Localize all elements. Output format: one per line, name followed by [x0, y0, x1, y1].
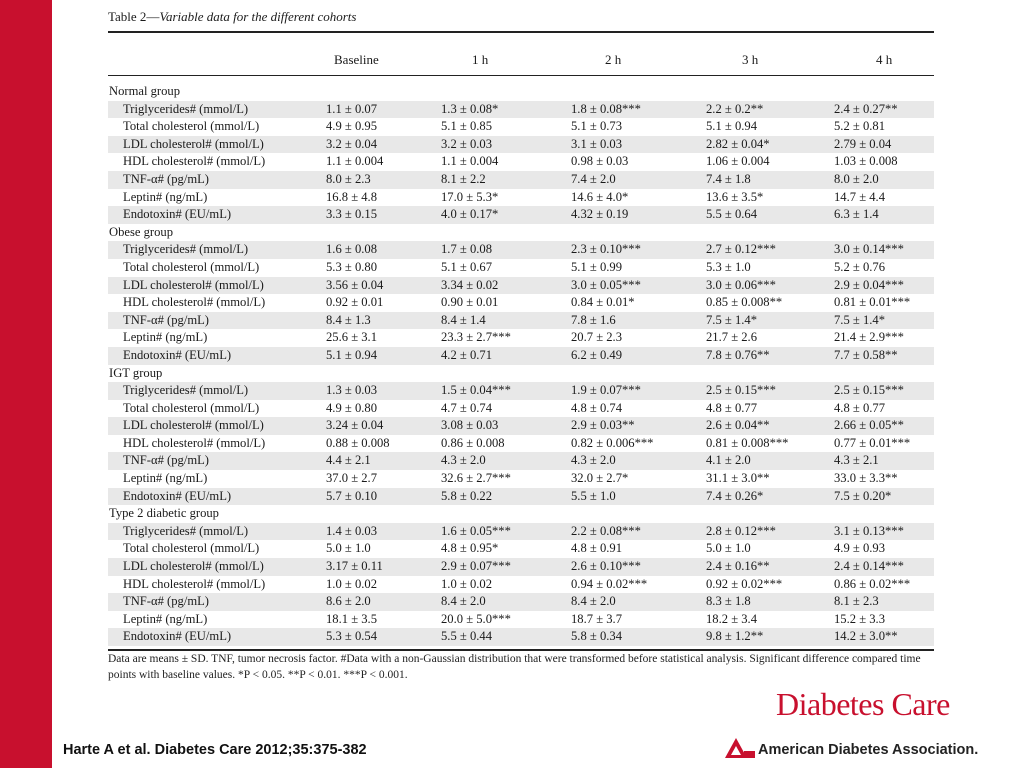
cell-value: 0.90 ± 0.01	[441, 295, 499, 310]
cell-value: 4.8 ± 0.77	[834, 400, 885, 415]
cell-value: 1.0 ± 0.02	[441, 576, 492, 591]
table-row	[108, 241, 934, 259]
cell-value: 5.7 ± 0.10	[326, 488, 441, 506]
table-row	[108, 277, 934, 295]
cell-value: 3.2 ± 0.03	[441, 136, 571, 154]
cell-value: 1.7 ± 0.08	[441, 241, 571, 259]
cell-value: 7.5 ± 0.20*	[834, 488, 934, 506]
row-label: Total cholesterol (mmol/L)	[123, 259, 260, 274]
cell-value: 2.9 ± 0.04***	[834, 277, 934, 295]
cell-value: 4.9 ± 0.95	[326, 119, 377, 134]
cell-value: 8.6 ± 2.0	[326, 593, 441, 611]
cell-value: 6.2 ± 0.49	[571, 347, 706, 365]
row-label: Total cholesterol (mmol/L)	[123, 541, 260, 556]
table-row	[108, 417, 934, 435]
table-row	[108, 400, 934, 418]
cell-value: 16.8 ± 4.8	[326, 189, 377, 204]
cell-value: 4.0 ± 0.17*	[441, 206, 571, 224]
table-row	[108, 523, 934, 541]
cell-value: 3.0 ± 0.05***	[571, 277, 706, 295]
cell-value: 3.1 ± 0.03	[571, 136, 706, 154]
cell-value: 4.4 ± 2.1	[326, 452, 441, 470]
cell-value: 5.1 ± 0.94	[326, 347, 441, 365]
cell-value: 8.4 ± 2.0	[441, 593, 571, 611]
row-label: LDL cholesterol# (mmol/L)	[108, 558, 326, 576]
cell-value: 1.3 ± 0.08*	[441, 101, 571, 119]
table-row	[108, 136, 934, 154]
cell-value: 20.0 ± 5.0***	[441, 611, 511, 626]
cell-value: 1.06 ± 0.004	[706, 154, 770, 169]
bottom-rule	[108, 649, 934, 651]
cell-value: 13.6 ± 3.5*	[706, 189, 764, 204]
row-label: Endotoxin# (EU/mL)	[108, 347, 326, 365]
ada-name: American Diabetes Association.	[758, 742, 979, 758]
row-label: HDL cholesterol# (mmol/L)	[123, 154, 266, 169]
cell-value: 5.2 ± 0.76	[834, 259, 885, 274]
table-row	[108, 347, 934, 365]
row-label: HDL cholesterol# (mmol/L)	[123, 576, 266, 591]
table-row	[108, 312, 934, 330]
cell-value: 3.17 ± 0.11	[326, 558, 441, 576]
cell-value: 4.8 ± 0.95*	[441, 541, 499, 556]
table-row	[108, 435, 934, 453]
journal-logo: Diabetes Care	[776, 686, 950, 722]
cell-value: 5.5 ± 0.44	[441, 628, 571, 646]
cell-value: 4.7 ± 0.74	[441, 400, 492, 415]
cell-value: 3.56 ± 0.04	[326, 277, 441, 295]
cell-value: 1.1 ± 0.07	[326, 101, 441, 119]
row-label: Triglycerides# (mmol/L)	[108, 241, 326, 259]
cell-value: 5.3 ± 1.0	[706, 259, 751, 274]
table-row	[108, 329, 934, 347]
group-name: Normal group	[109, 84, 180, 98]
group-name: Type 2 diabetic group	[109, 506, 219, 521]
cell-value: 2.66 ± 0.05**	[834, 417, 934, 435]
cell-value: 21.4 ± 2.9***	[834, 330, 904, 345]
row-label: Total cholesterol (mmol/L)	[123, 400, 260, 415]
row-label: Endotoxin# (EU/mL)	[108, 206, 326, 224]
cell-value: 1.3 ± 0.03	[326, 382, 441, 400]
cell-value: 3.2 ± 0.04	[326, 136, 441, 154]
table-row	[108, 576, 934, 594]
cell-value: 7.4 ± 0.26*	[706, 488, 834, 506]
row-label: LDL cholesterol# (mmol/L)	[108, 417, 326, 435]
cell-value: 2.3 ± 0.10***	[571, 241, 706, 259]
cell-value: 2.4 ± 0.16**	[706, 558, 834, 576]
cell-value: 0.81 ± 0.01***	[834, 295, 911, 310]
cell-value: 1.0 ± 0.02	[326, 576, 377, 591]
row-label: LDL cholesterol# (mmol/L)	[108, 277, 326, 295]
red-sidebar-bar	[0, 0, 52, 768]
cell-value: 4.3 ± 2.0	[571, 452, 706, 470]
cell-value: 5.0 ± 1.0	[706, 541, 751, 556]
table-row	[108, 382, 934, 400]
cell-value: 7.8 ± 0.76**	[706, 347, 834, 365]
table-row	[108, 153, 934, 171]
cell-value: 8.4 ± 1.4	[441, 312, 571, 330]
row-label: Triglycerides# (mmol/L)	[108, 382, 326, 400]
cell-value: 3.0 ± 0.14***	[834, 241, 934, 259]
row-label: TNF-α# (pg/mL)	[108, 171, 326, 189]
cell-value: 8.4 ± 1.3	[326, 312, 441, 330]
cell-value: 3.34 ± 0.02	[441, 277, 571, 295]
cell-value: 2.9 ± 0.07***	[441, 558, 571, 576]
row-label: Endotoxin# (EU/mL)	[108, 628, 326, 646]
cell-value: 14.7 ± 4.4	[834, 189, 885, 204]
group-header-row	[108, 224, 934, 242]
table-row	[108, 452, 934, 470]
cell-value: 2.6 ± 0.10***	[571, 558, 706, 576]
row-label: Triglycerides# (mmol/L)	[108, 101, 326, 119]
cell-value: 1.4 ± 0.03	[326, 523, 441, 541]
cell-value: 1.6 ± 0.08	[326, 241, 441, 259]
cell-value: 8.0 ± 2.3	[326, 171, 441, 189]
table-row	[108, 611, 934, 629]
table-row	[108, 294, 934, 312]
column-header-baseline: Baseline	[334, 52, 379, 67]
cell-value: 7.7 ± 0.58**	[834, 347, 934, 365]
cell-value: 3.24 ± 0.04	[326, 417, 441, 435]
group-header-row	[108, 365, 934, 383]
cell-value: 2.7 ± 0.12***	[706, 241, 834, 259]
cell-value: 2.6 ± 0.04**	[706, 417, 834, 435]
cell-value: 4.1 ± 2.0	[706, 452, 834, 470]
row-label: Total cholesterol (mmol/L)	[123, 119, 260, 134]
column-header-4h: 4 h	[876, 52, 893, 67]
cell-value: 1.6 ± 0.05***	[441, 523, 571, 541]
row-label: TNF-α# (pg/mL)	[108, 452, 326, 470]
table-row	[108, 558, 934, 576]
table-row	[108, 540, 934, 558]
row-label: Leptin# (ng/mL)	[123, 471, 208, 486]
cell-value: 33.0 ± 3.3**	[834, 471, 898, 486]
cell-value: 32.0 ± 2.7*	[571, 471, 629, 486]
cell-value: 4.8 ± 0.74	[571, 400, 622, 415]
cell-value: 2.79 ± 0.04	[834, 136, 934, 154]
cell-value: 15.2 ± 3.3	[834, 611, 885, 626]
cell-value: 4.8 ± 0.77	[706, 400, 757, 415]
cell-value: 1.8 ± 0.08***	[571, 101, 706, 119]
cell-value: 37.0 ± 2.7	[326, 471, 377, 486]
cell-value: 7.5 ± 1.4*	[706, 312, 834, 330]
table-footnote: Data are means ± SD. TNF, tumor necrosis factor. #Data with a non-Gaussian distribution that were transformed before statistical analysis. Significant difference compared time points with baseline values. *P < 0.05. **P < 0.01. ***P < 0.001.	[108, 653, 921, 681]
cell-value: 8.0 ± 2.0	[834, 171, 934, 189]
cell-value: 7.4 ± 2.0	[571, 171, 706, 189]
cell-value: 4.3 ± 2.1	[834, 452, 934, 470]
cell-value: 17.0 ± 5.3*	[441, 189, 499, 204]
cell-value: 5.3 ± 0.80	[326, 259, 377, 274]
cell-value: 5.2 ± 0.81	[834, 119, 885, 134]
cell-value: 5.1 ± 0.73	[571, 119, 622, 134]
cell-value: 20.7 ± 2.3	[571, 330, 622, 345]
column-header-1h: 1 h	[472, 52, 489, 67]
table-row	[108, 593, 934, 611]
table-row	[108, 206, 934, 224]
table-row	[108, 488, 934, 506]
cell-value: 7.5 ± 1.4*	[834, 312, 934, 330]
table-row	[108, 470, 934, 488]
cell-value: 0.92 ± 0.01	[326, 295, 384, 310]
cell-value: 0.88 ± 0.008	[326, 435, 390, 450]
cell-value: 8.4 ± 2.0	[571, 593, 706, 611]
cell-value: 4.3 ± 2.0	[441, 452, 571, 470]
table-row	[108, 118, 934, 136]
cell-value: 2.5 ± 0.15***	[706, 382, 834, 400]
cell-value: 7.8 ± 1.6	[571, 312, 706, 330]
column-header-row	[108, 52, 934, 70]
cell-value: 14.2 ± 3.0**	[834, 628, 934, 646]
cell-value: 2.5 ± 0.15***	[834, 382, 934, 400]
cell-value: 5.1 ± 0.99	[571, 259, 622, 274]
cell-value: 32.6 ± 2.7***	[441, 471, 511, 486]
cell-value: 8.1 ± 2.2	[441, 171, 571, 189]
cell-value: 0.92 ± 0.02***	[706, 576, 783, 591]
row-label: Leptin# (ng/mL)	[123, 330, 208, 345]
cell-value: 4.32 ± 0.19	[571, 206, 706, 224]
cell-value: 2.9 ± 0.03**	[571, 417, 706, 435]
cell-value: 23.3 ± 2.7***	[441, 330, 511, 345]
cell-value: 18.7 ± 3.7	[571, 611, 622, 626]
group-header-row	[108, 83, 934, 101]
cell-value: 1.5 ± 0.04***	[441, 382, 571, 400]
row-label: LDL cholesterol# (mmol/L)	[108, 136, 326, 154]
cell-value: 8.3 ± 1.8	[706, 593, 834, 611]
cell-value: 0.81 ± 0.008***	[706, 435, 789, 450]
cell-value: 5.5 ± 0.64	[706, 206, 834, 224]
row-label: Triglycerides# (mmol/L)	[108, 523, 326, 541]
cell-value: 2.4 ± 0.14***	[834, 558, 934, 576]
table-row	[108, 628, 934, 646]
cell-value: 5.1 ± 0.85	[441, 119, 492, 134]
cell-value: 2.2 ± 0.2**	[706, 101, 834, 119]
cell-value: 7.4 ± 1.8	[706, 171, 834, 189]
cell-value: 3.1 ± 0.13***	[834, 523, 934, 541]
cell-value: 5.3 ± 0.54	[326, 628, 441, 646]
citation: Harte A et al. Diabetes Care 2012;35:375-382	[63, 742, 367, 758]
cell-value: 18.1 ± 3.5	[326, 611, 377, 626]
cell-value: 3.3 ± 0.15	[326, 206, 441, 224]
cell-value: 3.08 ± 0.03	[441, 417, 571, 435]
cell-value: 0.77 ± 0.01***	[834, 435, 911, 450]
cell-value: 5.1 ± 0.94	[706, 119, 757, 134]
row-label: Endotoxin# (EU/mL)	[108, 488, 326, 506]
cell-value: 0.84 ± 0.01*	[571, 295, 635, 310]
cell-value: 4.9 ± 0.80	[326, 400, 377, 415]
cell-value: 5.8 ± 0.34	[571, 628, 706, 646]
group-name: IGT group	[109, 365, 163, 380]
cell-value: 0.82 ± 0.006***	[571, 435, 654, 450]
column-header-3h: 3 h	[742, 52, 759, 67]
cell-value: 1.03 ± 0.008	[834, 154, 898, 169]
header-rule	[108, 75, 934, 76]
table-row	[108, 189, 934, 207]
table-row	[108, 171, 934, 189]
cell-value: 1.1 ± 0.004	[441, 154, 499, 169]
cell-value: 18.2 ± 3.4	[706, 611, 757, 626]
cell-value: 0.86 ± 0.008	[441, 435, 505, 450]
table-row	[108, 101, 934, 119]
cell-value: 5.1 ± 0.67	[441, 259, 492, 274]
cell-value: 3.0 ± 0.06***	[706, 277, 834, 295]
cell-value: 0.94 ± 0.02***	[571, 576, 648, 591]
row-label: TNF-α# (pg/mL)	[108, 593, 326, 611]
row-label: Leptin# (ng/mL)	[123, 189, 208, 204]
row-label: HDL cholesterol# (mmol/L)	[123, 295, 266, 310]
cell-value: 2.2 ± 0.08***	[571, 523, 706, 541]
cell-value: 2.4 ± 0.27**	[834, 101, 934, 119]
cell-value: 4.2 ± 0.71	[441, 347, 571, 365]
cell-value: 6.3 ± 1.4	[834, 206, 934, 224]
cell-value: 4.9 ± 0.93	[834, 541, 885, 556]
data-table	[108, 83, 934, 646]
row-label: HDL cholesterol# (mmol/L)	[123, 435, 266, 450]
cell-value: 0.86 ± 0.02***	[834, 576, 911, 591]
cell-value: 0.85 ± 0.008**	[706, 295, 783, 310]
cell-value: 21.7 ± 2.6	[706, 330, 757, 345]
group-header-row	[108, 505, 934, 523]
row-label: Leptin# (ng/mL)	[123, 611, 208, 626]
ada-triangle-icon	[724, 736, 756, 762]
cell-value: 5.0 ± 1.0	[326, 541, 371, 556]
cell-value: 0.98 ± 0.03	[571, 154, 629, 169]
cell-value: 5.5 ± 1.0	[571, 488, 706, 506]
cell-value: 25.6 ± 3.1	[326, 330, 377, 345]
cell-value: 14.6 ± 4.0*	[571, 189, 629, 204]
cell-value: 1.9 ± 0.07***	[571, 382, 706, 400]
cell-value: 31.1 ± 3.0**	[706, 471, 770, 486]
cell-value: 4.8 ± 0.91	[571, 541, 622, 556]
row-label: TNF-α# (pg/mL)	[108, 312, 326, 330]
table-title: Table 2—Variable data for the different cohorts	[108, 9, 357, 24]
cell-value: 2.82 ± 0.04*	[706, 136, 834, 154]
cell-value: 2.8 ± 0.12***	[706, 523, 834, 541]
cell-value: 9.8 ± 1.2**	[706, 628, 834, 646]
cell-value: 1.1 ± 0.004	[326, 154, 384, 169]
cell-value: 5.8 ± 0.22	[441, 488, 571, 506]
top-rule	[108, 31, 934, 33]
group-name: Obese group	[109, 224, 174, 239]
column-header-2h: 2 h	[605, 52, 622, 67]
table-row	[108, 259, 934, 277]
cell-value: 8.1 ± 2.3	[834, 593, 934, 611]
